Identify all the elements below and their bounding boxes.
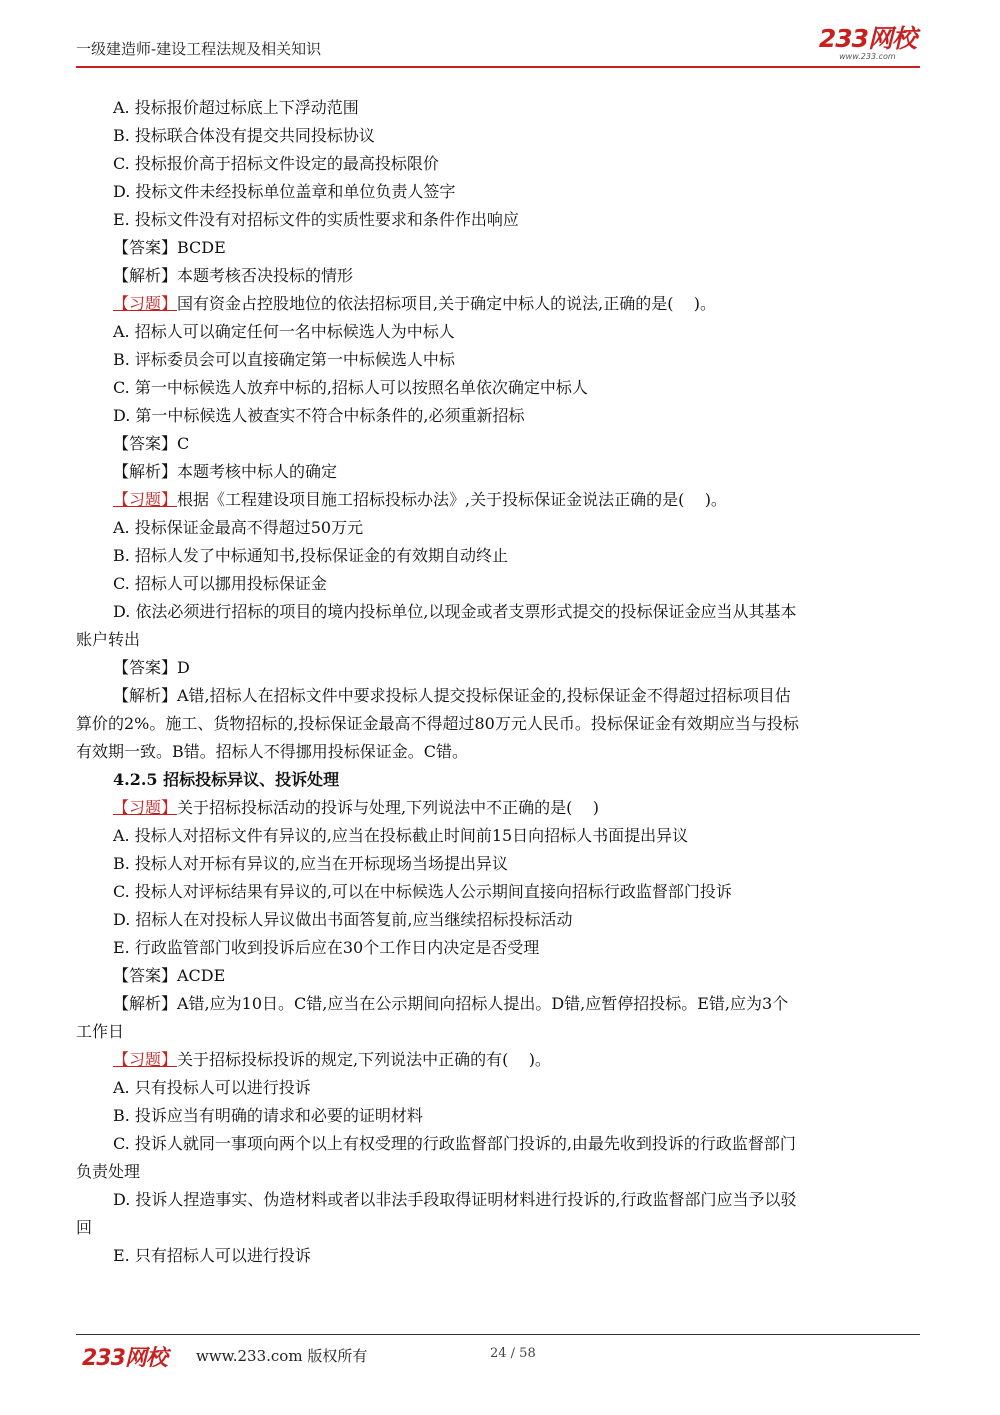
text-line (76, 150, 924, 178)
text-line (76, 374, 924, 402)
line-text: A. 投标保证金最高不得超过50万元 (113, 518, 364, 537)
line-text: 根据《工程建设项目施工招标投标办法》,关于投标保证金说法正确的是( )。 (177, 490, 727, 509)
text-line (76, 1186, 924, 1214)
text-line (76, 262, 924, 290)
line-text: E. 只有招标人可以进行投诉 (113, 1246, 311, 1265)
text-line (76, 486, 924, 514)
text-line (76, 318, 924, 346)
line-text: D. 招标人在对投标人异议做出书面答复前,应当继续招标投标活动 (113, 910, 573, 929)
line-text: B. 投标人对开标有异议的,应当在开标现场当场提出异议 (113, 854, 509, 873)
line-text: 【解析】A错,招标人在招标文件中要求投标人提交投标保证金的,投标保证金不得超过招标项目估 (113, 686, 791, 705)
line-text: 【答案】D (113, 658, 190, 677)
line-text: A. 只有投标人可以进行投诉 (113, 1078, 311, 1097)
line-text: B. 投诉应当有明确的请求和必要的证明材料 (113, 1106, 423, 1125)
line-text: 【解析】本题考核否决投标的情形 (113, 266, 354, 285)
text-line (76, 1214, 924, 1242)
text-line (76, 346, 924, 374)
line-text: B. 评标委员会可以直接确定第一中标候选人中标 (113, 350, 455, 369)
exercise-tag: 【习题】 (113, 1050, 178, 1069)
line-text: 负责处理 (76, 1162, 141, 1181)
text-line (76, 1158, 924, 1186)
line-text: D. 依法必须进行招标的项目的境内投标单位,以现金或者支票形式提交的投标保证金应当从其基本 (113, 602, 797, 621)
footer-copyright: www.233.com 版权所有 (196, 1347, 368, 1365)
exercise-tag: 【习题】 (113, 798, 178, 817)
logo-url: www.233.com (839, 52, 896, 61)
text-line (76, 710, 924, 738)
line-text: 关于招标投标活动的投诉与处理,下列说法中不正确的是( ) (177, 798, 599, 817)
text-line (76, 1242, 924, 1270)
line-text: 国有资金占控股地位的依法招标项目,关于确定中标人的说法,正确的是( )。 (177, 294, 717, 313)
line-text: D. 投标文件未经投标单位盖章和单位负责人签字 (113, 182, 456, 201)
text-line (76, 402, 924, 430)
section-heading (76, 766, 924, 794)
line-text: E. 行政监管部门收到投诉后应在30个工作日内决定是否受理 (113, 938, 540, 957)
text-line (76, 1074, 924, 1102)
footer-divider (76, 1334, 920, 1335)
text-line (76, 990, 924, 1018)
text-line (76, 682, 924, 710)
line-text: 【答案】C (113, 434, 190, 453)
logo-text: 233网校 (818, 24, 916, 53)
text-line (76, 1018, 924, 1046)
line-text: 回 (76, 1218, 93, 1237)
line-text: 有效期一致。B错。招标人不得挪用投标保证金。C错。 (76, 742, 469, 761)
line-text: 工作日 (76, 1022, 125, 1041)
text-line (76, 1130, 924, 1158)
line-text: E. 投标文件没有对招标文件的实质性要求和条件作出响应 (113, 210, 519, 229)
exercise-tag: 【习题】 (113, 490, 178, 509)
line-text: C. 投标人对评标结果有异议的,可以在中标候选人公示期间直接向招标行政监督部门投诉 (113, 882, 732, 901)
text-line (76, 290, 924, 318)
line-text: C. 第一中标候选人放弃中标的,招标人可以按照名单依次确定中标人 (113, 378, 588, 397)
text-line (76, 794, 924, 822)
text-line (76, 206, 924, 234)
exercise-tag: 【习题】 (113, 294, 178, 313)
text-line (76, 850, 924, 878)
text-line (76, 654, 924, 682)
header-divider (76, 66, 920, 68)
line-text: 关于招标投标投诉的规定,下列说法中正确的有( )。 (177, 1050, 551, 1069)
text-line (76, 570, 924, 598)
line-text: A. 招标人可以确定任何一名中标候选人为中标人 (113, 322, 455, 341)
text-line (76, 234, 924, 262)
document-body (76, 94, 924, 1270)
line-text: C. 投标报价高于招标文件设定的最高投标限价 (113, 154, 439, 173)
text-line (76, 1102, 924, 1130)
header-title: 一级建造师-建设工程法规及相关知识 (76, 40, 322, 58)
line-text: 【解析】A错,应为10日。C错,应当在公示期间向招标人提出。D错,应暂停招投标。E错,应为3个 (113, 994, 789, 1013)
footer-logo[interactable]: 233网校 (82, 1346, 167, 1371)
line-text: B. 投标联合体没有提交共同投标协议 (113, 126, 375, 145)
line-text: 算价的2%。施工、货物招标的,投标保证金最高不得超过80万元人民币。投标保证金有效期应当与投标 (76, 714, 799, 733)
text-line (76, 1046, 924, 1074)
text-line (76, 878, 924, 906)
text-line (76, 906, 924, 934)
line-text: A. 投标人对招标文件有异议的,应当在投标截止时间前15日向招标人书面提出异议 (113, 826, 689, 845)
text-line (76, 738, 924, 766)
text-line (76, 962, 924, 990)
text-line (76, 934, 924, 962)
line-text: C. 招标人可以挪用投标保证金 (113, 574, 327, 593)
text-line (76, 598, 924, 626)
line-text: 【答案】BCDE (113, 238, 226, 257)
text-line (76, 458, 924, 486)
line-text: D. 投诉人捏造事实、伪造材料或者以非法手段取得证明材料进行投诉的,行政监督部门应当予以驳 (113, 1190, 797, 1209)
line-text: D. 第一中标候选人被查实不符合中标条件的,必须重新招标 (113, 406, 525, 425)
line-text: 账户转出 (76, 630, 141, 649)
text-line (76, 626, 924, 654)
text-line (76, 122, 924, 150)
line-text: B. 招标人发了中标通知书,投标保证金的有效期自动终止 (113, 546, 509, 565)
brand-logo[interactable] (819, 26, 916, 61)
text-line (76, 430, 924, 458)
page-number: 24 / 58 (490, 1346, 536, 1361)
text-line (76, 178, 924, 206)
text-line (76, 542, 924, 570)
text-line (76, 822, 924, 850)
line-text: C. 投诉人就同一事项向两个以上有权受理的行政监督部门投诉的,由最先收到投诉的行政监督部门 (113, 1134, 796, 1153)
line-text: A. 投标报价超过标底上下浮动范围 (113, 98, 359, 117)
text-line (76, 94, 924, 122)
line-text: 4.2.5 招标投标异议、投诉处理 (113, 770, 340, 789)
line-text: 【答案】ACDE (113, 966, 226, 985)
line-text: 【解析】本题考核中标人的确定 (113, 462, 338, 481)
text-line (76, 514, 924, 542)
